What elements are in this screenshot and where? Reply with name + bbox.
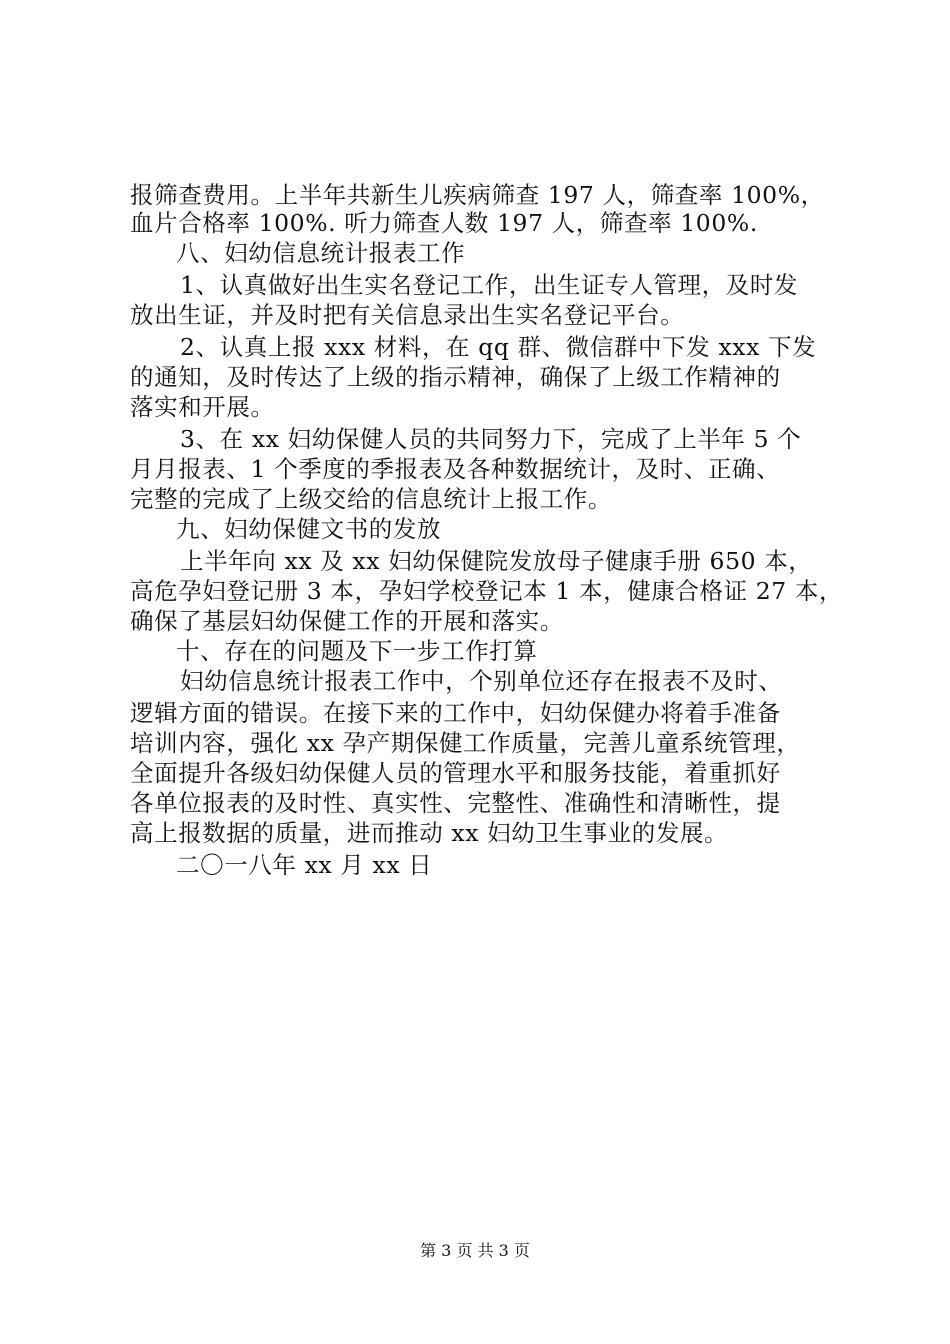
text-line: 全面提升各级妇幼保健人员的管理水平和服务技能，着重抓好 (130, 759, 781, 787)
section-heading: 九、妇幼保健文书的发放 (176, 515, 442, 543)
text-line: 3、在 xx 妇幼保健人员的共同努力下，完成了上半年 5 个 (180, 425, 802, 453)
text-line: 血片合格率 100%. 听力筛查人数 197 人，筛查率 100%. (130, 209, 758, 237)
text-line: 逻辑方面的错误。在接下来的工作中，妇幼保健办将着手准备 (130, 699, 781, 727)
text-line: 落实和开展。 (130, 393, 275, 421)
text-line: 2、认真上报 xxx 材料，在 qq 群、微信群中下发 xxx 下发 (180, 333, 817, 361)
text-line: 完整的完成了上级交给的信息统计上报工作。 (130, 485, 612, 513)
section-heading: 十、存在的问题及下一步工作打算 (176, 637, 538, 665)
text-line: 报筛查费用。上半年共新生儿疾病筛查 197 人，筛查率 100%， (130, 181, 825, 209)
text-line: 上半年向 xx 及 xx 妇幼保健院发放母子健康手册 650 本， (180, 547, 813, 575)
text-line: 培训内容，强化 xx 孕产期保健工作质量，完善儿童系统管理， (130, 729, 801, 757)
text-line: 高危孕妇登记册 3 本，孕妇学校登记本 1 本，健康合格证 27 本， (130, 577, 844, 605)
text-line: 放出生证，并及时把有关信息录出生实名登记平台。 (130, 301, 685, 329)
text-line: 高上报数据的质量，进而推动 xx 妇幼卫生事业的发展。 (130, 819, 729, 847)
text-line: 确保了基层妇幼保健工作的开展和落实。 (130, 607, 564, 635)
date-line: 二〇一八年 xx 月 xx 日 (176, 851, 433, 879)
text-line: 妇幼信息统计报表工作中，个别单位还存在报表不及时、 (180, 667, 783, 695)
page-footer: 第 3 页 共 3 页 (420, 1241, 530, 1260)
text-line: 月月报表、1 个季度的季报表及各种数据统计，及时、正确、 (130, 455, 781, 483)
text-line: 各单位报表的及时性、真实性、完整性、准确性和清晰性，提 (130, 789, 781, 817)
text-line: 的通知，及时传达了上级的指示精神，确保了上级工作精神的 (130, 363, 781, 391)
section-heading: 八、妇幼信息统计报表工作 (176, 239, 466, 267)
text-line: 1、认真做好出生实名登记工作，出生证专人管理，及时发 (180, 271, 799, 299)
